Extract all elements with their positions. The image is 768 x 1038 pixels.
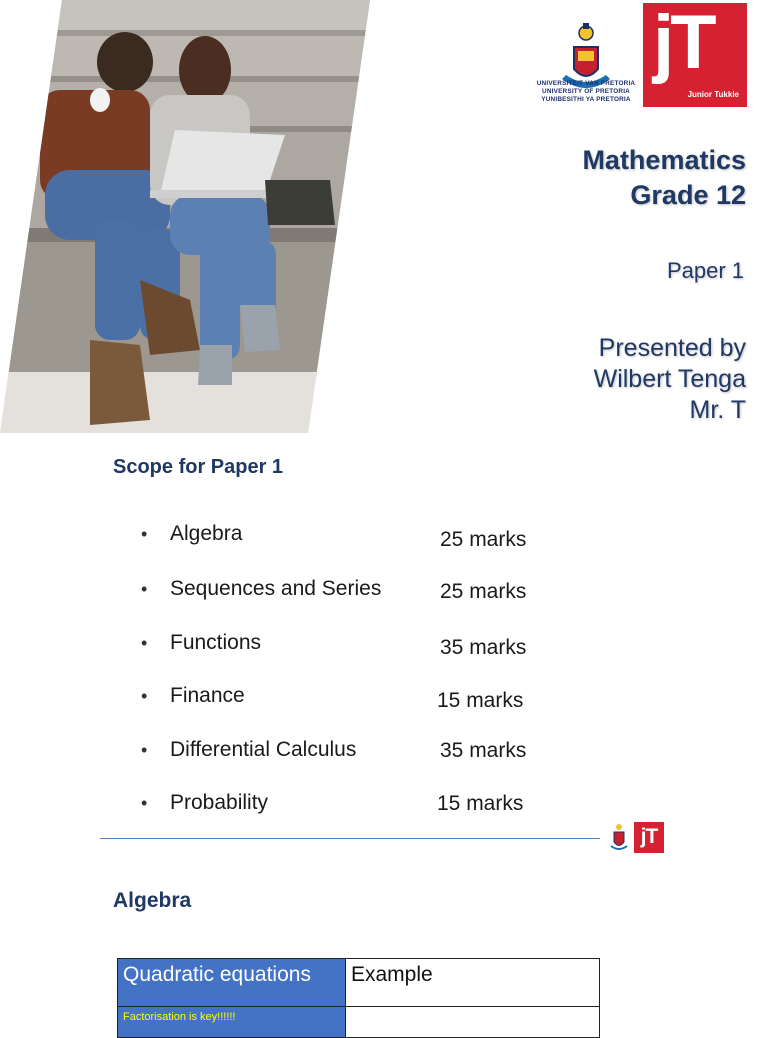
scope-item xyxy=(0,684,768,714)
title-grade: Grade 12 xyxy=(630,180,746,210)
students-photo-illustration xyxy=(0,0,370,433)
scope-marks: 15 marks xyxy=(437,792,524,815)
scope-item xyxy=(0,577,768,607)
slide-divider xyxy=(100,838,600,839)
table-row xyxy=(118,1007,600,1038)
bullet-icon: • xyxy=(141,686,148,706)
university-caption-line: YUNIBESITHI YA PRETORIA xyxy=(541,96,631,103)
presenter-name: Wilbert Tenga xyxy=(593,365,746,393)
university-caption-line: UNIVERSITY OF PRETORIA xyxy=(542,88,630,95)
bullet-icon: • xyxy=(141,524,148,544)
scope-topic: Functions xyxy=(170,631,262,654)
bullet-icon: • xyxy=(141,633,148,653)
presenter-intro: Presented by xyxy=(598,334,746,362)
algebra-table xyxy=(117,958,600,1038)
scope-topic: Algebra xyxy=(170,522,243,545)
bullet-icon: • xyxy=(141,793,148,813)
bullet-icon: • xyxy=(141,740,148,760)
jt-logo-subtext: Junior Tukkie xyxy=(687,90,739,99)
university-crest-mini-icon xyxy=(608,822,630,854)
scope-topic: Sequences and Series xyxy=(170,577,382,600)
scope-item xyxy=(0,738,768,768)
paper-label: Paper 1 xyxy=(666,258,744,283)
cover-slide xyxy=(0,0,768,440)
jt-logo-text: jT xyxy=(653,0,713,85)
presenter-block xyxy=(594,333,746,426)
scope-marks: 25 marks xyxy=(440,580,527,603)
scope-marks: 25 marks xyxy=(440,528,527,551)
scope-marks: 35 marks xyxy=(440,636,527,659)
presenter-alias: Mr. T xyxy=(689,396,746,424)
university-caption xyxy=(536,80,636,104)
jt-mini-logo: jT xyxy=(634,822,664,853)
scope-heading: Scope for Paper 1 xyxy=(113,456,284,478)
scope-marks: 15 marks xyxy=(437,689,524,712)
students-photo xyxy=(0,0,370,433)
university-caption-line: UNIVERSITEIT VAN PRETORIA xyxy=(536,80,636,87)
table-note-cell: Factorisation is key!!!!!! xyxy=(118,1007,346,1038)
scope-item xyxy=(0,522,768,552)
scope-marks: 35 marks xyxy=(440,739,527,762)
table-header-cell: Quadratic equations xyxy=(118,959,346,1007)
table-empty-cell xyxy=(346,1007,600,1038)
bullet-icon: • xyxy=(141,579,148,599)
scope-item xyxy=(0,631,768,661)
algebra-heading: Algebra xyxy=(113,889,192,912)
cover-title xyxy=(582,143,746,213)
title-subject: Mathematics xyxy=(582,145,746,175)
scope-topic: Differential Calculus xyxy=(170,738,357,761)
scope-topic: Finance xyxy=(170,684,245,707)
junior-tukkie-logo xyxy=(643,0,747,107)
table-row xyxy=(118,959,600,1007)
scope-item xyxy=(0,791,768,821)
table-header-cell: Example xyxy=(346,959,600,1007)
scope-topic: Probability xyxy=(170,791,269,814)
